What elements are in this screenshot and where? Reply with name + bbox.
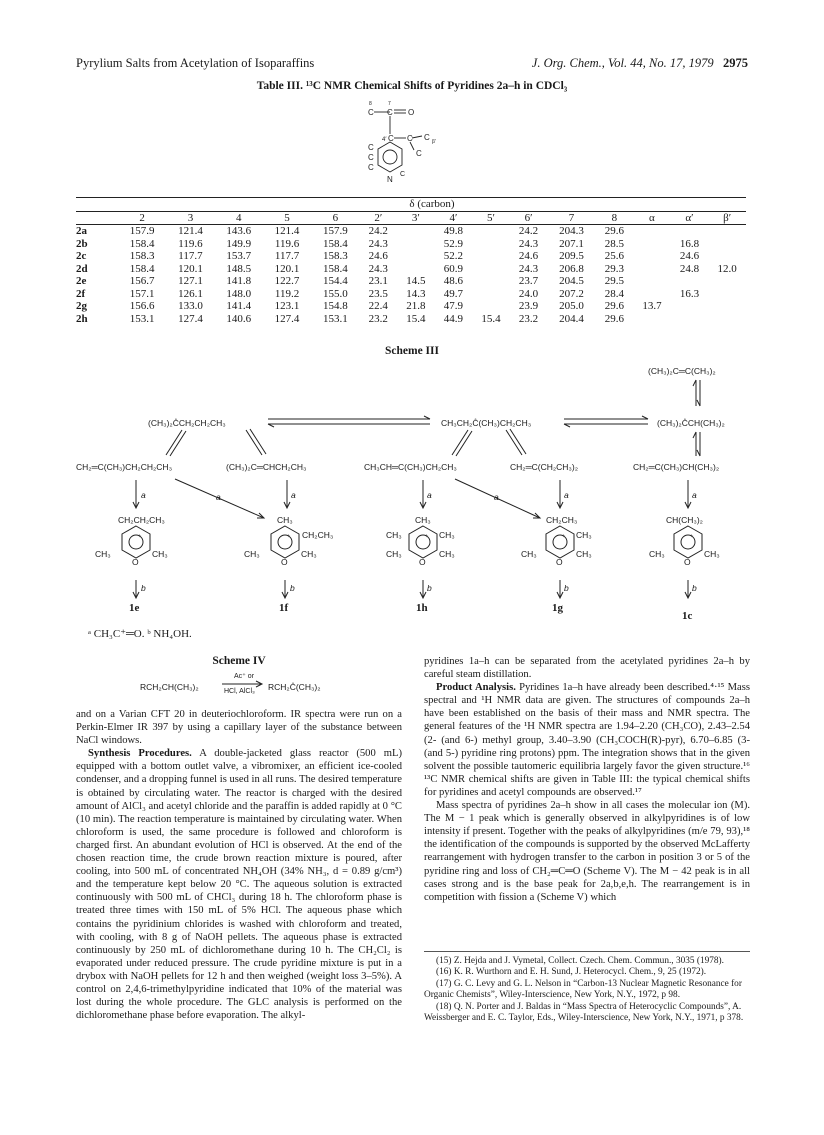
table-cell: 23.7: [518, 275, 539, 287]
table-cell: 156.6: [129, 300, 155, 312]
table-cell: 156.7: [129, 275, 155, 287]
table-group-header: δ (carbon): [118, 198, 746, 212]
cation-1: (CH₃)₂C̊CH₂CH₂CH₃: [148, 418, 226, 428]
table-cell: 24.3: [368, 262, 388, 275]
table-cell: 24.6: [368, 250, 388, 262]
section-heading: Product Analysis.: [436, 682, 516, 694]
row-label: 2f: [76, 287, 86, 300]
table-cell: 23.9: [518, 300, 539, 312]
scheme3-footnote: ᵃ CH₃C⁺═O. ᵇ NH₄OH.: [88, 628, 192, 640]
svg-text:+: +: [562, 534, 566, 540]
table-cell: 122.7: [274, 275, 300, 287]
svg-text:C: C: [368, 163, 374, 172]
svg-text:C: C: [407, 134, 413, 143]
substituent-methyl: CH₃: [439, 549, 455, 559]
table-cell: 209.5: [559, 250, 584, 262]
table-cell: 155.0: [322, 287, 348, 300]
table-cell: 29.6: [604, 225, 624, 237]
svg-text:C: C: [368, 143, 374, 152]
table-cell: 158.4: [129, 237, 155, 250]
arrow-a-label: a: [564, 490, 569, 500]
table-column-header: 8: [596, 211, 634, 225]
table-cell: 15.4: [481, 312, 501, 325]
table-cell: 154.8: [322, 300, 348, 312]
table-column-header: 2′: [359, 211, 397, 225]
footnote: (18) Q. N. Porter and J. Baldas in “Mass Spectra of Heterocyclic Compounds”, A. Weissberger and E. C. Taylor, Eds., Wiley-Interscience, New York, N.Y., 1971, p 378.: [424, 1001, 744, 1024]
table-cell: 23.1: [368, 275, 388, 287]
left-column: [76, 708, 402, 1022]
ring-oxygen: O: [281, 557, 288, 567]
running-head: Pyrylium Salts from Acetylation of Isoparaffins: [76, 56, 315, 70]
scheme4-title: Scheme IV: [212, 655, 266, 667]
substituent-methyl: CH₃: [576, 549, 592, 559]
table-column-header: 6: [311, 211, 359, 225]
table-cell: 24.8: [679, 262, 700, 275]
table-cell: 120.1: [178, 262, 203, 275]
table-column-header: 7: [547, 211, 595, 225]
table-cell: 153.1: [129, 312, 155, 325]
table-cell: 206.8: [559, 262, 584, 275]
table-column-header: α: [633, 211, 671, 225]
table-column-header: 3′: [397, 211, 435, 225]
scheme4-product: RCH₂C̊(CH₃)₂: [268, 682, 321, 692]
substituent-1g-side: CH₃: [576, 530, 592, 540]
ring-oxygen: O: [419, 557, 426, 567]
table-cell: 117.7: [178, 250, 203, 262]
table-cell: 158.4: [322, 237, 348, 250]
table-cell: 204.4: [559, 312, 584, 325]
paragraph: and on a Varian CFT 20 in deuteriochloroform. IR spectra were run on a Perkin-Elmer IR 397 by using a capillary layer of the substance between NaCl windows.: [76, 709, 402, 747]
table-cell: 121.4: [274, 225, 300, 237]
table-column-header: 6′: [510, 211, 548, 225]
arrow-b-label: b: [427, 583, 432, 593]
table-cell: 24.6: [679, 250, 700, 262]
svg-text:8: 8: [369, 101, 372, 107]
table-cell: 29.5: [604, 275, 624, 287]
table-cell: 119.6: [274, 237, 300, 250]
paragraph: pyridines 1a–h can be separated from the acetylated pyridines 2a–h by careful steam distillation.: [424, 656, 750, 681]
table-cell: 141.4: [226, 300, 252, 312]
table-column-header: 3: [166, 211, 214, 225]
section-heading: Synthesis Procedures.: [88, 748, 192, 760]
svg-text:+: +: [425, 534, 429, 540]
table-cell: 29.6: [604, 300, 624, 312]
arrow-b-label: b: [290, 583, 295, 593]
paragraph: Mass spectra of pyridines 2a–h show in all cases the molecular ion (M). The M − 1 peak which is generally observed in alkylpyridines is of low intensity if present. Together with the peaks of alkylpyridines (m/e 79, 93),¹⁸ the identification of the compounds is supported by the observed McLafferty rearrangement with hydrogen transfer to the carbon in position 3 or 5 of the pyridine ring and loss of CH₂═C═O (Scheme V). The M − 42 peak is in all cases strong and is the base peak for 2a,b,e,h. The rearrangement is in competition with fission a (Scheme V) which: [424, 800, 750, 903]
svg-text:+: +: [287, 534, 291, 540]
table-cell: 148.0: [226, 287, 252, 300]
row-label: 2d: [76, 262, 88, 275]
table-cell: 119.2: [274, 287, 300, 300]
footnote: (16) K. R. Wurthorn and E. H. Sund, J. Heterocycl. Chem., 9, 25 (1972).: [436, 967, 707, 978]
substituent-methyl: CH₃: [704, 549, 720, 559]
substituent-methyl: CH₃: [521, 549, 537, 559]
table-cell: 127.1: [178, 275, 203, 287]
table-cell: 143.6: [226, 225, 252, 237]
table-cell: 24.2: [518, 225, 539, 237]
table-cell: 12.0: [717, 262, 737, 275]
table-column-header: 5: [263, 211, 311, 225]
olefin-top-right: (CH₃)₂C═C(CH₃)₂: [648, 366, 716, 376]
svg-text:4′: 4′: [382, 137, 387, 143]
olefin-1: CH₂═C(CH₃)CH₂CH₂CH₃: [76, 462, 173, 472]
table-cell: 157.9: [322, 225, 348, 237]
substituent-methyl: CH₃: [386, 549, 402, 559]
table-cell: 15.4: [406, 312, 426, 325]
table-cell: 14.3: [406, 287, 426, 300]
ring-oxygen: O: [132, 557, 139, 567]
table-cell: 157.1: [129, 287, 155, 300]
substituent-methyl: CH₃: [95, 549, 111, 559]
scheme4-reactant: RCH₂CH(CH₃)₂: [140, 682, 199, 692]
table-cell: 16.8: [679, 237, 700, 250]
table-column-header: 5′: [472, 211, 510, 225]
table-column-header: 4: [215, 211, 263, 225]
substituent-methyl: CH₃: [386, 530, 402, 540]
arrow-a-label: a: [216, 492, 221, 502]
table-cell: 22.4: [368, 300, 388, 312]
svg-text:+: +: [138, 534, 142, 540]
ring-oxygen: O: [556, 557, 563, 567]
paragraph-text: A double-jacketed glass reactor (500 mL) equipped with a bottom outlet valve, a vibromixer, an efficient ice-cooled condenser, and a dropping funnel is used in all runs. The desired temperature is obtained by circulating water. The reactor is charged with the desired amount of AlCl₃ and acetyl chloride and the paraffin is added rapidly at 0 °C (10 min). The reaction temperature is maintained by circulating water. When chloroform is used, the same procedure is followed and chloroform is charged first. An abundant evolution of HCl is observed. At the end of the chosen reaction time, the crude brown reaction mixture is poured, after cooling, into 500 mL of concentrated NH₄OH (34% NH₃, d = 0.89 g/cm³) and the temperature kept below 20 °C. The aqueous solution is extracted continuously with 500 mL of CHCl₃ during 18 h. The chloroform phase is treated three times with 150 mL of 5% HCl. The aqueous phase which contains the pyridinium chlorides is washed with chloroform and treated, with cooling, with 8 g of NaOH pellets. The aqueous phase is extracted continuously by 250 mL of dichloromethane during 10 h. The CH₂Cl₂ is evaporated under reduced pressure. The crude pyridine mixture is put in a drybox with NaOH pellets for 12 h and then weighed (weight loss 3–5%). A control on 2,4,6-trimethylpyridine indicated that 10% of the material was lost during the whole procedure. The GLC analysis is performed on the dichloromethane phase before evaporation. The alkyl-: [76, 748, 402, 1022]
journal-name: J. Org. Chem., Vol. 44, No. 17, 1979: [531, 56, 714, 70]
table-cell: 119.6: [178, 237, 203, 250]
arrow-b-label: b: [692, 583, 697, 593]
footnote: (15) Z. Hejda and J. Vymetal, Collect. Czech. Chem. Commun., 3035 (1978).: [436, 956, 724, 966]
arrow-b-label: b: [564, 583, 569, 593]
table-cell: 207.1: [559, 237, 584, 250]
substituent-1h-top: CH₃: [415, 515, 431, 525]
substituent-1g-top: CH₂CH₃: [546, 515, 578, 525]
table-cell: 24.3: [518, 237, 539, 250]
table-cell: 158.4: [129, 262, 155, 275]
row-label: 2c: [76, 250, 87, 262]
substituent-1f-top: CH₃: [277, 515, 293, 525]
table-cell: 14.5: [406, 275, 426, 287]
table-cell: 52.9: [443, 237, 464, 250]
table-cell: 148.5: [226, 262, 252, 275]
cation-2: CH₃CH₂C̊(CH₃)CH₂CH₃: [441, 418, 532, 428]
table-cell: 153.1: [322, 312, 348, 325]
table-cell: 120.1: [274, 262, 300, 275]
svg-text:C: C: [388, 134, 394, 143]
compound-label: 1g: [552, 602, 563, 614]
svg-text:C: C: [416, 149, 422, 158]
table-cell: 24.3: [518, 262, 539, 275]
table-cell: 24.6: [518, 250, 539, 262]
scheme3-title: Scheme III: [385, 345, 439, 357]
olefin-4: CH₂═C(CH₂CH₃)₂: [510, 462, 579, 472]
svg-text:C: C: [368, 108, 374, 117]
right-column: [424, 655, 750, 904]
cation-3: (CH₃)₂C̊CH(CH₃)₂: [657, 418, 725, 428]
arrow-a-label: a: [427, 490, 432, 500]
substituent-1e-top: CH₂CH₂CH₃: [118, 515, 165, 525]
arrow-a-label: a: [494, 492, 499, 502]
table-cell: 13.7: [642, 300, 662, 312]
footnotes: [424, 956, 750, 1024]
table-cell: 24.2: [368, 225, 388, 237]
table-cell: 24.3: [368, 237, 388, 250]
table-cell: 29.6: [604, 312, 624, 325]
compound-label: 1f: [279, 602, 289, 614]
svg-text:C: C: [424, 133, 430, 142]
ring-oxygen: O: [684, 557, 691, 567]
substituent-1c-top: CH(CH₃)₂: [666, 515, 703, 525]
table-cell: 24.0: [518, 287, 539, 300]
table-cell: 49.7: [443, 287, 464, 300]
compound-label: 1h: [416, 602, 428, 614]
table-caption: Table III. ¹³C NMR Chemical Shifts of Pyridines 2a–h in CDCl₃: [256, 80, 568, 92]
row-label: 2e: [76, 275, 87, 287]
compound-label: 1c: [682, 610, 693, 622]
scheme4-reagent-below: HCl, AlCl₃: [224, 688, 255, 695]
paragraph: [76, 747, 402, 1022]
table-cell: 49.8: [443, 225, 464, 237]
table-cell: 28.5: [604, 237, 624, 250]
substituent-methyl: CH₃: [439, 530, 455, 540]
arrow-a-label: a: [141, 490, 146, 500]
row-label: 2h: [76, 312, 88, 325]
paragraph-text: Pyridines 1a–h have already been described.⁴·¹⁵ Mass spectral and ¹H NMR data are given. The structures of compounds 2a–h have been established on the basis of their mass and NMR spectra. The general features of the ¹H NMR spectra are 1.94–2.20 (CH₃CO), 2.43–2.54 (2- (and 6-) methyl group, 3.40–3.90 (CH₃COCH(R)-pyr), 6.70–6.85 (3- (and 5-) pyridine ring protons) ppm. The integration shows that in the given solvent the possible tautomeric equilibria largely favor the given structure.¹⁶ ¹³C NMR chemical shifts are given in Table III: the typical chemical shifts for pyridines and acetyl compounds are observed.¹⁷: [424, 682, 750, 798]
arrow-b-label: b: [141, 583, 146, 593]
table-cell: 23.5: [368, 287, 388, 300]
table-cell: 141.8: [226, 275, 252, 287]
svg-text:β′: β′: [432, 139, 436, 145]
svg-text:C: C: [368, 153, 374, 162]
table-cell: 121.4: [178, 225, 203, 237]
table-cell: 127.4: [274, 312, 300, 325]
table-cell: 140.6: [226, 312, 252, 325]
table-cell: 126.1: [178, 287, 203, 300]
row-label: 2b: [76, 237, 88, 250]
table-cell: 158.3: [129, 250, 155, 262]
table-cell: 204.5: [559, 275, 584, 287]
table-cell: 205.0: [559, 300, 584, 312]
table-cell: 47.9: [443, 300, 464, 312]
table-cell: 16.3: [679, 287, 700, 300]
substituent-methyl: CH₃: [152, 549, 168, 559]
svg-text:O: O: [408, 108, 415, 117]
svg-text:C: C: [387, 108, 393, 117]
substituent-1f-side: CH₂CH₃: [302, 530, 334, 540]
table-cell: 29.3: [604, 262, 624, 275]
table-cell: 123.1: [274, 300, 300, 312]
substituent-methyl: CH₃: [649, 549, 665, 559]
table-cell: 153.7: [226, 250, 252, 262]
footnote-rule: [424, 951, 750, 952]
table-cell: 133.0: [178, 300, 203, 312]
row-label: 2a: [76, 225, 87, 237]
compound-label: 1e: [129, 602, 140, 614]
table-cell: 21.8: [406, 300, 426, 312]
scheme4-reagent-above: Ac⁺ or: [234, 673, 255, 680]
table-cell: 25.6: [604, 250, 624, 262]
table-cell: 44.9: [443, 312, 464, 325]
row-label: 2g: [76, 300, 87, 312]
svg-text:N: N: [387, 175, 393, 184]
table-cell: 28.4: [604, 287, 624, 300]
table-cell: 23.2: [518, 312, 539, 325]
table-cell: 52.2: [443, 250, 464, 262]
table-cell: 60.9: [443, 262, 464, 275]
table-cell: 207.2: [559, 287, 584, 300]
table-cell: 149.9: [226, 237, 252, 250]
svg-text:+: +: [690, 534, 694, 540]
page-number: 2975: [723, 56, 748, 70]
table-cell: 204.3: [559, 225, 584, 237]
paragraph: [424, 681, 750, 799]
arrow-a-label: a: [291, 490, 296, 500]
svg-text:7: 7: [388, 101, 391, 107]
table-column-header: β′: [708, 211, 746, 225]
table-cell: 127.4: [178, 312, 203, 325]
table-cell: 117.7: [274, 250, 300, 262]
footnote: (17) G. C. Levy and G. L. Nelson in “Carbon-13 Nuclear Magnetic Resonance for Organic Chemists”, Wiley-Interscience, New York, N.Y., 1972, p 98.: [424, 978, 742, 1001]
table-cell: 23.2: [368, 312, 388, 325]
table-cell: 157.9: [129, 225, 155, 237]
table-cell: 48.6: [443, 275, 464, 287]
olefin-3: CH₃CH═C(CH₃)CH₂CH₃: [364, 462, 457, 472]
table-cell: 158.4: [322, 262, 348, 275]
substituent-methyl: CH₃: [244, 549, 260, 559]
olefin-5: CH₂═C(CH₃)CH(CH₃)₂: [633, 462, 720, 472]
table-column-header: 4′: [435, 211, 473, 225]
svg-text:C: C: [400, 171, 406, 178]
arrow-a-label: a: [692, 490, 697, 500]
table-column-header: 2: [118, 211, 166, 225]
substituent-methyl: CH₃: [301, 549, 317, 559]
table-cell: 158.3: [322, 250, 348, 262]
table-column-header: α′: [671, 211, 709, 225]
olefin-2: (CH₃)₂C═CHCH₂CH₃: [226, 462, 307, 472]
table-cell: 154.4: [322, 275, 348, 287]
